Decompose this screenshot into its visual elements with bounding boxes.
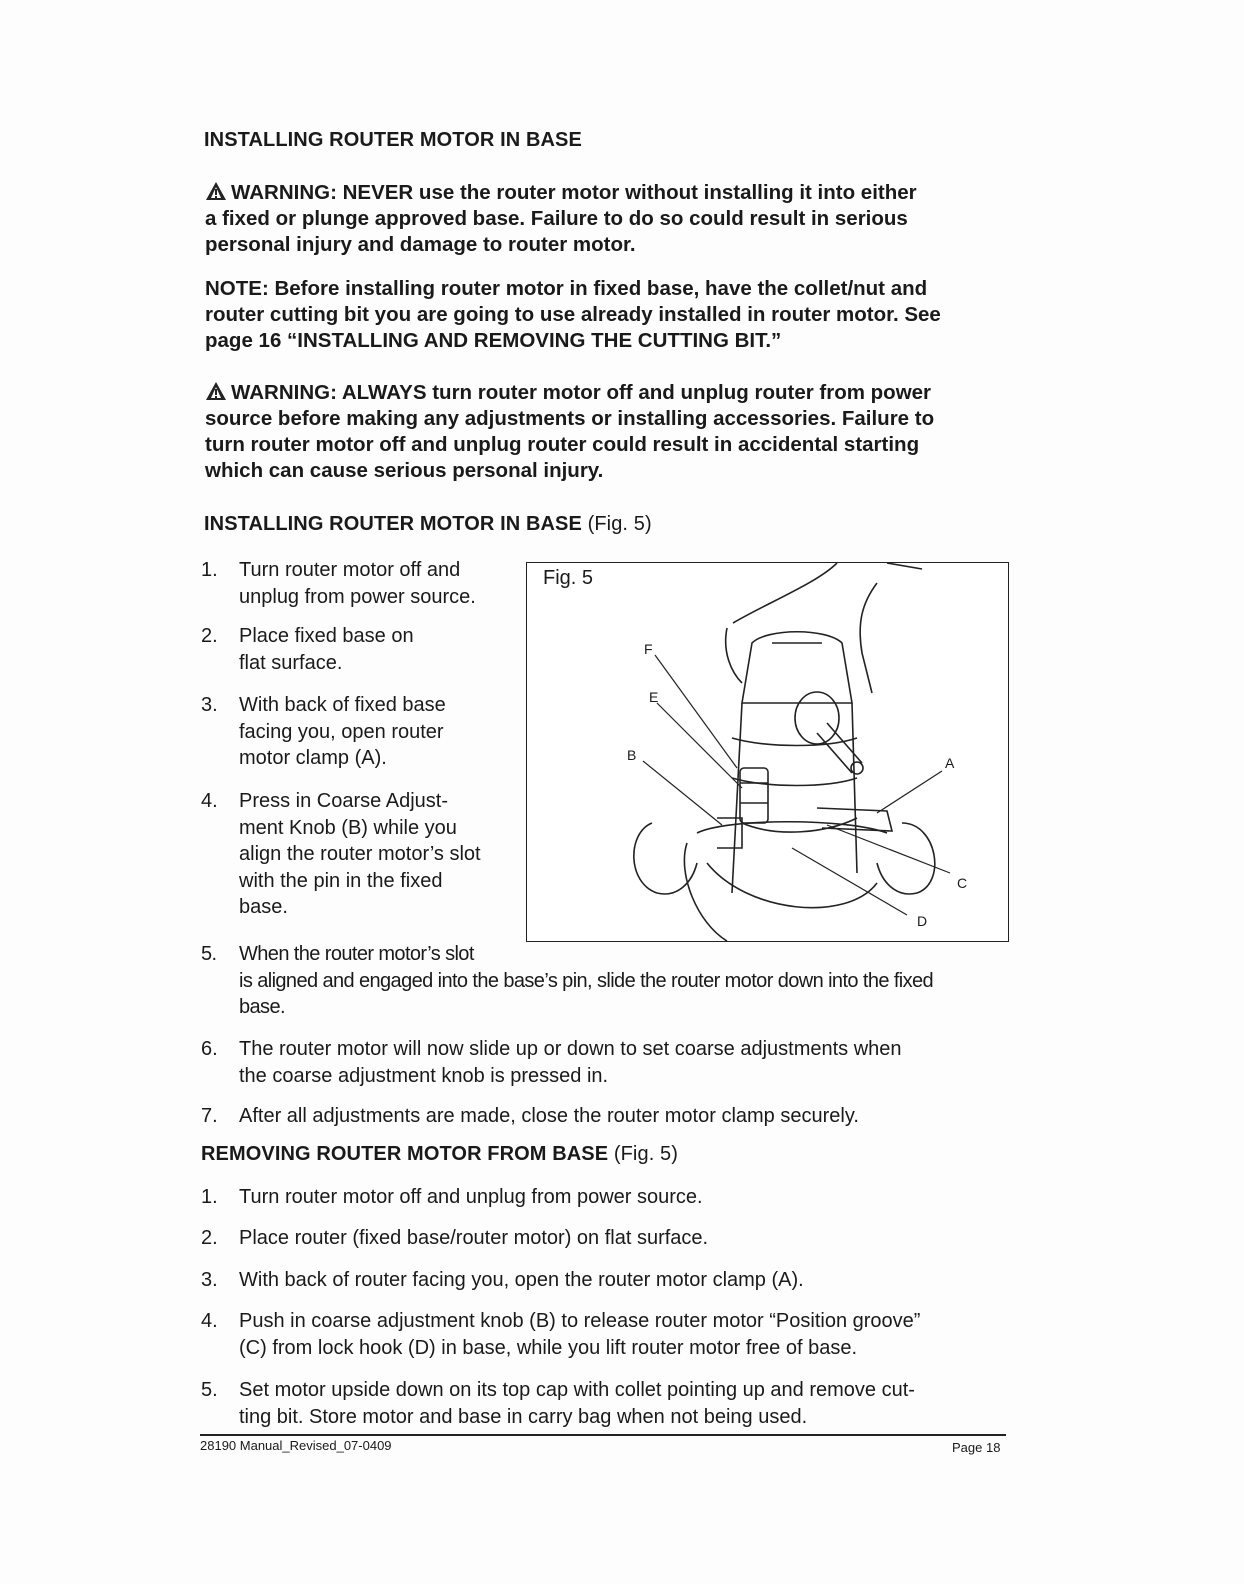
warning-always-block: WARNING: ALWAYS turn router motor off and unplug router from power source before making any adjustments or installing accessories. Failure to turn router motor off and unplug router could result in accidental starting which can cause serious personal injury. [205,380,1025,484]
figure-5 [526,562,1009,942]
section-title: INSTALLING ROUTER MOTOR IN BASE [204,129,582,151]
callout-c: C [957,875,968,891]
footer-divider [200,1434,1006,1436]
footer-page-number: Page 18 [952,1440,1001,1455]
callout-e: E [649,689,659,705]
figure-label: Fig. 5 [543,567,594,589]
warning-triangle-icon [205,181,227,201]
callout-f: F [644,641,653,657]
callout-b: B [627,747,637,763]
warning-never-block: WARNING: NEVER use the router motor without installing it into either a fixed or plunge approved base. Failure to do so could result in serious personal injury and damage to router motor. [205,180,1025,258]
remove-heading: REMOVING ROUTER MOTOR FROM BASE (Fig. 5) [201,1143,678,1165]
callout-a: A [945,755,955,771]
warning-line: WARNING: NEVER use the router motor without installing it into either [205,180,1025,206]
note-block: NOTE: Before installing router motor in fixed base, have the collet/nut and router cutting bit you are going to use already installed in router motor. See page 16 “INSTALLING AND REMOVING THE CUTTING BIT.” [205,277,941,352]
manual-page: INSTALLING ROUTER MOTOR IN BASE WARNING: NEVER use the router motor without installing it into either a fixed or plunge approved base. Failure to do so could result in serious personal injury and damage to router motor. NOTE: Before installing router motor in fixed base, have the collet/nut and router cutting bit you are going to use already installed in router motor. See page 16 “INSTALLING AND REMOVING THE CUTTING BIT.” WARNING: ALWAYS turn router motor off and unplug router from power source before making any adjustments or installing accessories. Failure to turn router motor off and unplug router could result in accidental starting which can cause serious personal injury. INSTALLING ROUTER MOTOR IN BASE (Fig. 5) 1. Turn router motor off and unplug from power source. 2. Place fixed base on flat surface. 3. With back of fixed base facing you, open router motor clamp (A). 4. Press in Coarse Adjust- ment Knob (B) while you align the router motor’s slot with the pin in the fixed base. Fig. 5 F E B A C D 5. When the router motor’s slot is aligned and engaged into the base’s pin, slide the router motor down into the fixed base. 6. The router motor will now slide up or down to set coarse adjustments when the coarse adjustment knob is pressed in. 7. After all adjustments are made, close the router motor clamp securely. REMOVING ROUTER MOTOR FROM BASE (Fig. 5) 1. Turn router motor off and unplug from power source. 2. Place router (fixed base/router motor) on flat surface. 3. With back of router facing you, open the router motor clamp (A). 4. Push in coarse adjustment knob (B) to release router motor “Position groove” (C) from lock hook (D) in base, while you lift router motor free of base. 5. Set motor upside down on its top cap with collet pointing up and remove cut- ting bit. Store motor and base in carry bag when not being used. 28190 Manual_Revised_07-0409 Page 18 [0,0,1244,1584]
footer-doc-id: 28190 Manual_Revised_07-0409 [200,1438,392,1453]
install-heading: INSTALLING ROUTER MOTOR IN BASE (Fig. 5) [204,513,652,535]
router-illustration [527,563,1008,941]
warning-triangle-icon [205,381,227,401]
warning-line: WARNING: ALWAYS turn router motor off and unplug router from power [205,380,1025,406]
callout-d: D [917,913,928,929]
